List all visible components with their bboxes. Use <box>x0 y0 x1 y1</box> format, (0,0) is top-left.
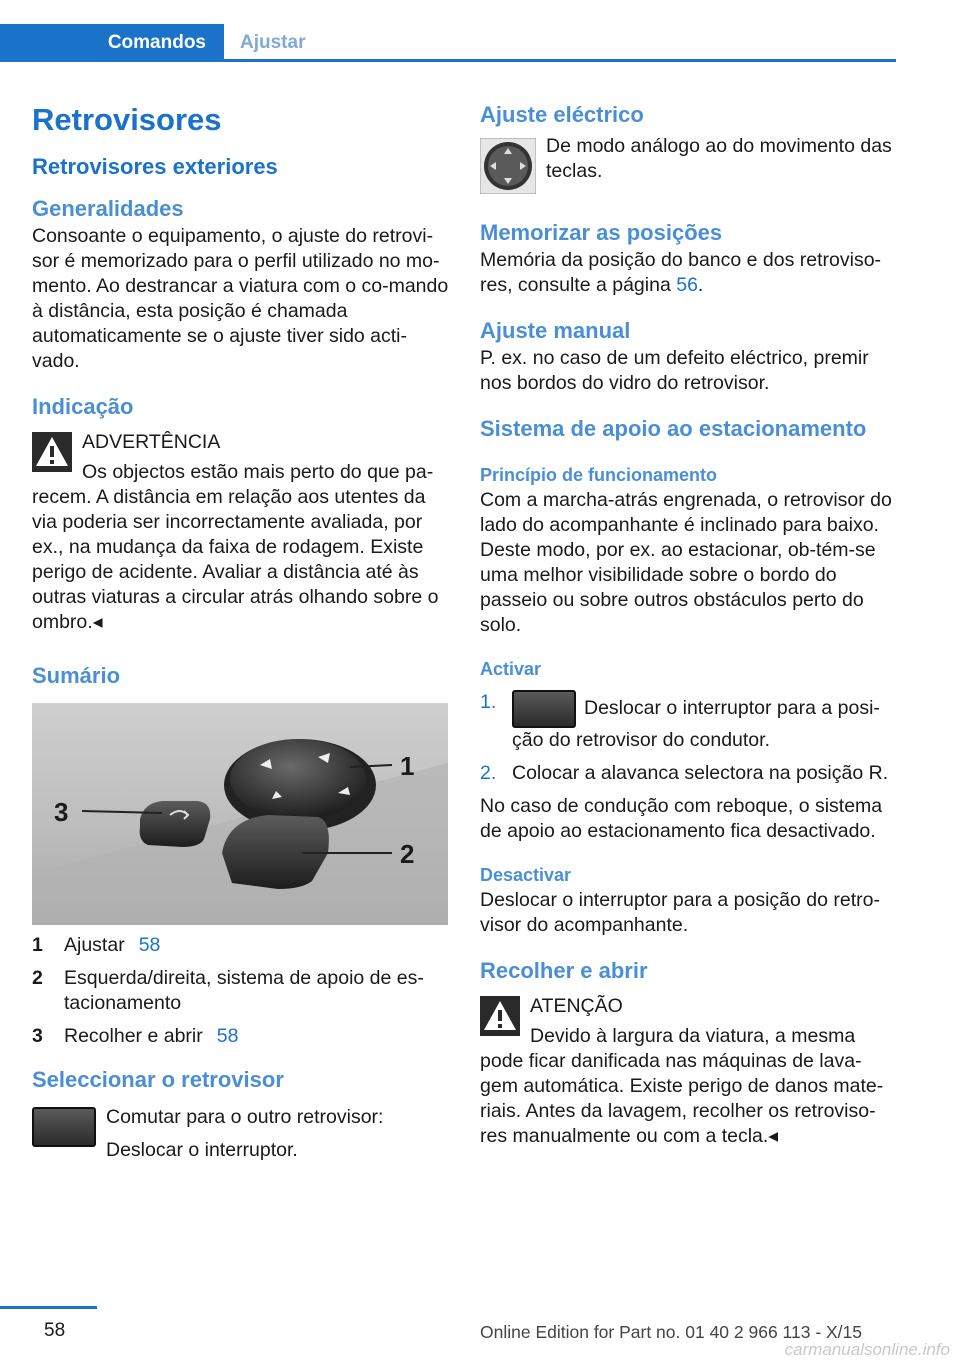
mirror-controls-photo <box>32 703 448 925</box>
memory-text: Memória da posição do banco e dos retroviso-res, consulte a página <box>480 249 882 296</box>
heading-note: Indicação <box>32 394 134 419</box>
legend-number: 2 <box>32 967 43 989</box>
warning-text: Os objectos estão mais perto do que pa-recem. A distância em relação aos utentes da via poderia ser incorrectamente avaliada, por ex., na mudança da faixa de rodagem. Existe perigo de acidente. Avaliar a distância até às outras viaturas a circular atrás olhando sobre o ombro.◂ <box>32 461 439 633</box>
legend-number: 1 <box>32 934 43 956</box>
section-title-exterior-mirrors: Retrovisores exteriores <box>32 154 278 179</box>
memory-paragraph: Memória da posição do banco e dos retroviso-res, consulte a página 56. <box>480 249 882 296</box>
select-line-2: Deslocar o interruptor. <box>106 1139 298 1161</box>
watermark: carmanualsonline.info <box>784 1340 950 1359</box>
callout-3: 3 <box>54 797 69 827</box>
tab-comandos[interactable]: Comandos <box>0 24 224 60</box>
mirror-switch-icon <box>32 1107 96 1147</box>
page-number: 58 <box>44 1320 66 1341</box>
general-paragraph: Consoante o equipamento, o ajuste do retrovi-sor é memorizado para o perfil utilizado no mo-mento. Ao destrancar a viatura com o co-mando à distância, esta posição é chamada automaticamente se o ajuste tiver sido acti-vado. <box>32 225 449 372</box>
heading-fold: Recolher e abrir <box>480 958 648 983</box>
step-item <box>480 761 892 786</box>
page-link[interactable]: 58 <box>216 1025 239 1047</box>
mirror-switch-icon <box>512 690 576 728</box>
legend-list <box>32 933 450 1049</box>
legend-text: Ajustar <box>64 934 125 956</box>
page-title: Retrovisores <box>32 102 222 137</box>
joystick-icon <box>480 138 536 194</box>
deactivate-text: Deslocar o interruptor para a posição do retro-visor do acompanhante. <box>480 889 880 936</box>
heading-manual-adjust: Ajuste manual <box>480 318 631 343</box>
footer-rule <box>0 1306 97 1309</box>
warning-title: ADVERTÊNCIA <box>82 431 221 453</box>
heading-parking-assist: Sistema de apoio ao estacionamento <box>480 416 867 441</box>
page-link[interactable]: 56 <box>676 274 698 296</box>
attention-text: Devido à largura da viatura, a mesma pode ficar danificada nas máquinas de lava-gem automática. Existe perigo de danos mate-riais. Antes da lavagem, recolher os retroviso-res manualmente ou com a tecla.◂ <box>480 1025 884 1147</box>
step-number: 1. <box>480 691 497 713</box>
legend-text: Esquerda/direita, sistema de apoio de es-tacionamento <box>64 967 424 1014</box>
electric-adjust-text: De modo análogo ao do movimento das teclas. <box>546 135 892 182</box>
select-mirror-row <box>32 1105 450 1163</box>
warning-triangle-icon <box>32 432 72 472</box>
warning-triangle-icon <box>480 996 520 1036</box>
callout-2: 2 <box>400 839 415 869</box>
legend-item <box>32 1024 450 1049</box>
heading-deactivate: Desactivar <box>480 865 572 885</box>
principle-text: Com a marcha-atrás engrenada, o retrovisor do lado do acompanhante é inclinado para baixo. Deste modo, por ex. ao estacionar, ob-tém-se uma melhor visibilidade sobre o bordo do passeio ou sobre outros obstáculos perto do solo. <box>480 489 892 636</box>
left-column <box>32 98 450 1163</box>
legend-number: 3 <box>32 1025 43 1047</box>
legend-item <box>32 933 450 958</box>
heading-activate: Activar <box>480 659 542 679</box>
right-column <box>480 100 892 1149</box>
heading-electric-adjust: Ajuste eléctrico <box>480 102 644 127</box>
step-text: Deslocar o interruptor para a posi-ção do retrovisor do condutor. <box>512 697 880 751</box>
warning-block <box>32 430 450 635</box>
attention-block <box>480 994 892 1149</box>
mirror-controls-illustration <box>32 703 448 925</box>
electric-adjust-row <box>480 134 892 194</box>
legend-text: Recolher e abrir <box>64 1025 203 1047</box>
heading-memory: Memorizar as posições <box>480 220 723 245</box>
attention-title: ATENÇÃO <box>530 995 623 1017</box>
step-text: Colocar a alavanca selectora na posição R. <box>512 762 889 784</box>
select-line-1: Comutar para o outro retrovisor: <box>106 1106 384 1128</box>
manual-adjust-text: P. ex. no caso de um defeito eléctrico, premir nos bordos do vidro do retrovisor. <box>480 347 869 394</box>
heading-principle: Princípio de funcionamento <box>480 465 718 485</box>
chapter-header <box>0 24 896 62</box>
legend-item <box>32 966 450 1016</box>
trailer-text: No caso de condução com reboque, o sistema de apoio ao estacionamento fica desactivado. <box>480 795 883 842</box>
callout-1: 1 <box>400 751 415 781</box>
heading-general: Generalidades <box>32 196 184 221</box>
edition-footer: Online Edition for Part no. 01 40 2 966 113 - X/15 <box>480 1322 863 1342</box>
tab-ajustar[interactable]: Ajustar <box>240 32 306 53</box>
heading-summary: Sumário <box>32 663 121 688</box>
activate-steps <box>480 690 892 786</box>
step-item <box>480 690 892 753</box>
heading-select-mirror: Seleccionar o retrovisor <box>32 1067 284 1092</box>
step-number: 2. <box>480 762 497 784</box>
page-link[interactable]: 58 <box>138 934 161 956</box>
